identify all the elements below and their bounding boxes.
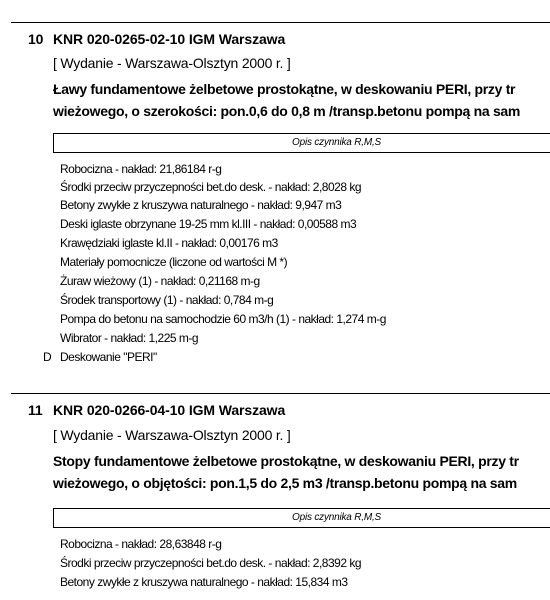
section-divider: [11, 393, 550, 394]
resource-item: Żuraw wieżowy (1) - nakład: 0,21168 m-g: [60, 274, 260, 288]
resource-item: Materiały pomocnicze (liczone od wartości M *): [60, 255, 288, 269]
entry-description-line: Stopy fundamentowe żelbetowe prostokątne, w deskowaniu PERI, przy tr: [53, 453, 519, 469]
resource-item-prefix: D: [43, 350, 52, 364]
opis-header-box: [53, 133, 550, 153]
opis-header-box: [53, 508, 550, 528]
opis-header-label: Opis czynnika R,M,S: [292, 512, 382, 523]
entry-description-line: wieżowego, o szerokości: pon.0,6 do 0,8 m /transp.betonu pompą na sam: [53, 103, 521, 119]
entry-edition: [ Wydanie - Warszawa-Olsztyn 2000 r. ]: [53, 55, 291, 71]
section-divider: [11, 22, 550, 23]
entry-code: KNR 020-0265-02-10 IGM Warszawa: [53, 31, 286, 47]
resource-item: Deski iglaste obrzynane 19-25 mm kl.III - nakład: 0,00588 m3: [60, 217, 357, 231]
entry-header: [28, 402, 285, 418]
entry-header: [28, 31, 285, 47]
opis-header-label: Opis czynnika R,M,S: [292, 137, 382, 148]
entry-number: 10: [28, 31, 44, 47]
entry-code: KNR 020-0266-04-10 IGM Warszawa: [53, 402, 286, 418]
resource-item: Betony zwykłe z kruszywa naturalnego - nakład: 15,834 m3: [60, 575, 348, 589]
resource-item: Pompa do betonu na samochodzie 60 m3/h (1) - nakład: 1,274 m-g: [60, 312, 386, 326]
resource-item: Krawędziaki iglaste kl.II - nakład: 0,00176 m3: [60, 236, 278, 250]
resource-item: Betony zwykłe z kruszywa naturalnego - nakład: 9,947 m3: [60, 198, 342, 212]
resource-item: Robocizna - nakład: 28,63848 r-g: [60, 537, 222, 551]
resource-item: Środki przeciw przyczepności bet.do desk. - nakład: 2,8028 kg: [60, 180, 362, 194]
entry-edition: [ Wydanie - Warszawa-Olsztyn 2000 r. ]: [53, 427, 291, 443]
resource-item: Środki przeciw przyczepności bet.do desk. - nakład: 2,8392 kg: [60, 556, 362, 570]
entry-number: 11: [28, 402, 43, 418]
resource-item: Środek transportowy (1) - nakład: 0,784 m-g: [60, 293, 274, 307]
resource-item: Wibrator - nakład: 1,225 m-g: [60, 331, 199, 345]
resource-item: Deskowanie "PERI": [60, 350, 157, 364]
entry-description-line: wieżowego, o objętości: pon.1,5 do 2,5 m3 /transp.betonu pompą na sam: [53, 475, 517, 491]
resource-item: Robocizna - nakład: 21,86184 r-g: [60, 162, 222, 176]
entry-description-line: Ławy fundamentowe żelbetowe prostokątne, w deskowaniu PERI, przy tr: [53, 81, 516, 97]
